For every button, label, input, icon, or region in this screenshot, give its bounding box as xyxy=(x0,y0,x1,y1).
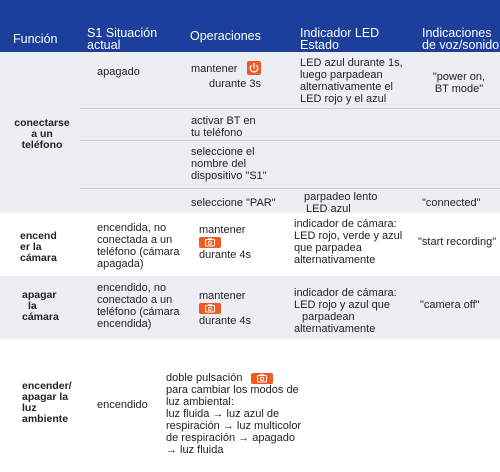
funcion-encender-line2: er la xyxy=(20,241,42,253)
led-encender-line1: indicador de cámara: xyxy=(294,218,397,230)
funcion-encender-line3: cámara xyxy=(20,252,57,264)
op-luz-line7: → luz fluida xyxy=(166,444,224,456)
funcion-luz-line2: apagar la xyxy=(22,391,69,403)
led-conectar-line2: luego parpadean xyxy=(300,69,383,81)
op-mantener-label: mantener xyxy=(191,63,238,75)
header-voz-line1: Indicaciones xyxy=(422,26,492,40)
voz-power-on-line2: BT mode" xyxy=(434,83,484,95)
led-apagar xyxy=(294,287,397,335)
funcion-apagar-line3: cámara xyxy=(22,311,59,323)
funcion-apagar-line1: apagar xyxy=(22,289,57,301)
op-mantener-3s xyxy=(191,62,261,91)
funcion-luz-line4: ambiente xyxy=(22,413,69,425)
op-seleccione-line2: nombre del xyxy=(191,158,247,170)
op-mantener-apagar-label: mantener xyxy=(199,290,246,302)
row-divider xyxy=(80,140,500,141)
op-luz-line3: luz ambiental: xyxy=(166,396,234,408)
voz-connected: "connected" xyxy=(422,197,481,209)
situacion-apagar-line4: encendida) xyxy=(97,318,152,330)
funcion-conectar-line2: a un xyxy=(31,128,53,140)
led-apagar-line3: parpadean xyxy=(302,311,355,323)
header-situacion-line1: S1 Situación xyxy=(87,26,158,40)
led-parpadeo-line1: parpadeo lento xyxy=(304,191,378,203)
situacion-encendido-apagar xyxy=(97,282,180,330)
situacion-encendido-luz: encendido xyxy=(97,399,148,411)
camera-button-icon xyxy=(251,373,273,384)
op-seleccione-line1: seleccione el xyxy=(191,146,255,158)
voz-start-recording: "start recording" xyxy=(418,236,497,248)
led-conectar-line4: LED rojo y el azul xyxy=(300,93,387,105)
led-encender-line4: alternativamente xyxy=(294,254,376,266)
situacion-encendida-line3: teléfono (cámara xyxy=(97,246,180,258)
op-luz-line4: luz fluida → luz azul de xyxy=(166,408,280,420)
op-mantener-encender-label: mantener xyxy=(199,224,246,236)
voz-power-on xyxy=(418,71,500,95)
funcion-conectar-line3: teléfono xyxy=(21,139,63,151)
led-conectar-line3: alternativamente el xyxy=(300,81,393,93)
funcion-encender xyxy=(20,231,57,264)
op-mantener-4s-encender xyxy=(199,224,251,261)
led-conectar-line1: LED azul durante 1s, xyxy=(300,57,403,69)
op-seleccione-nombre xyxy=(191,146,267,182)
header-situacion-line2: actual xyxy=(87,38,121,52)
situacion-encendida-line2: conectada a un xyxy=(97,234,173,246)
header-led-line1: Indicador LED xyxy=(300,26,380,40)
voz-power-on-line1: "power on, xyxy=(432,71,486,83)
op-seleccione-par: seleccione "PAR" xyxy=(191,197,276,209)
funcion-luz-line1: encender/ xyxy=(22,380,72,392)
table-header xyxy=(0,0,500,52)
voz-camera-off: "camera off" xyxy=(420,299,480,311)
row-divider xyxy=(80,108,500,109)
situacion-encendida-line4: apagada) xyxy=(97,258,144,270)
led-apagar-line2: LED rojo y azul que xyxy=(294,299,390,311)
op-luz-line6: de respiración → apagado xyxy=(166,432,296,444)
header-funcion: Función xyxy=(13,32,58,46)
funcion-apagar xyxy=(22,290,59,323)
funcion-luz-line3: luz xyxy=(22,402,37,414)
header-operaciones: Operaciones xyxy=(190,29,261,43)
header-led-line2: Estado xyxy=(300,38,339,52)
op-luz-line2: para cambiar los modos de xyxy=(166,384,299,396)
situacion-apagado: apagado xyxy=(97,66,140,78)
led-parpadeo-line2: LED azul xyxy=(306,203,351,215)
led-apagar-line4: alternativamente xyxy=(294,323,376,335)
led-parpadeo-lento xyxy=(304,191,377,215)
situacion-apagar-line3: teléfono (cámara xyxy=(97,306,180,318)
op-duration-encender: durante 4s xyxy=(199,249,251,262)
situacion-encendida-line1: encendida, no xyxy=(97,222,167,234)
led-encender-line3: que parpadea xyxy=(294,242,362,254)
funcion-apagar-line2: la xyxy=(28,300,37,312)
op-duration-apagar: durante 4s xyxy=(199,315,251,328)
funcion-encender-line1: encend xyxy=(20,230,57,242)
power-button-icon xyxy=(247,61,261,75)
led-conectar xyxy=(300,57,403,105)
op-luz-line5: respiración → luz multicolor xyxy=(166,420,302,432)
op-activar-bt-line1: activar BT en xyxy=(191,115,256,127)
op-seleccione-line3: dispositivo "S1" xyxy=(191,170,267,182)
op-activar-bt xyxy=(191,115,256,139)
situacion-apagar-line2: conectado a un xyxy=(97,294,173,306)
led-apagar-line1: indicador de cámara: xyxy=(294,287,397,299)
header-voz-line2: de voz/sonido xyxy=(422,38,500,52)
camera-button-icon xyxy=(199,303,221,314)
op-doble-pulsacion-label: doble pulsación xyxy=(166,372,243,384)
op-activar-bt-line2: tu teléfono xyxy=(191,127,243,139)
situacion-encendida xyxy=(97,222,180,270)
led-encender-line2: LED rojo, verde y azul xyxy=(294,230,403,242)
situacion-apagar-line1: encendido, no xyxy=(97,282,167,294)
row-divider xyxy=(80,188,500,189)
funcion-luz xyxy=(22,381,72,425)
led-encender xyxy=(294,218,402,266)
camera-button-icon xyxy=(199,237,221,248)
op-duration-3s: durante 3s xyxy=(209,78,261,90)
funcion-conectar-line1: conectarse xyxy=(14,117,70,129)
op-doble-pulsacion xyxy=(166,372,301,456)
op-mantener-4s-apagar xyxy=(199,290,251,327)
funcion-conectar xyxy=(4,118,80,151)
